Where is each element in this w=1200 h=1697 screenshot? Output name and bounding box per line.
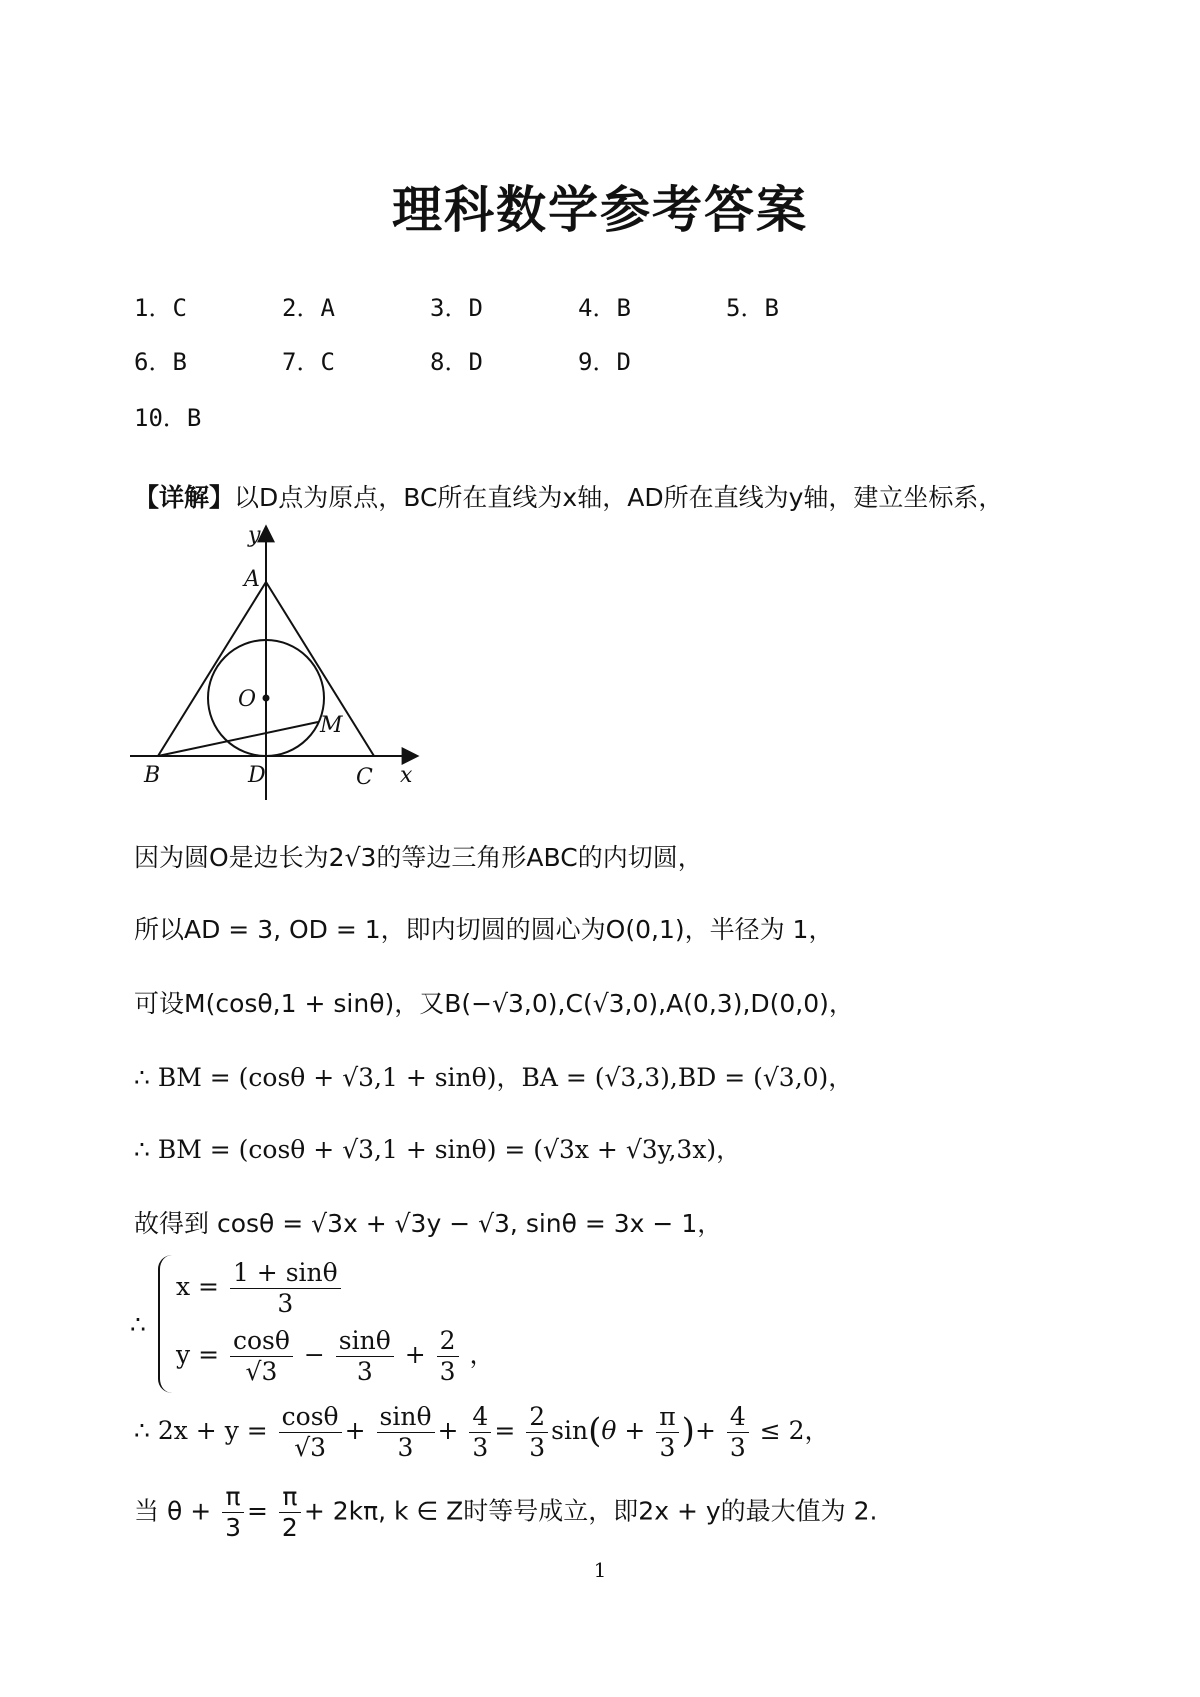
sys-y-plus: + xyxy=(404,1340,426,1369)
label-m: M xyxy=(320,713,343,738)
l8-frac-pi: $\frac{\pi}{3}$ xyxy=(656,1402,678,1463)
system-x-row xyxy=(176,1258,344,1319)
system-brace xyxy=(158,1255,174,1393)
segment-bm xyxy=(158,722,318,756)
line-set-m: 可设M(cosθ,1 + sinθ)，又B(−√3,0),C(√3,0),A(0,3),D(0,0)， xyxy=(134,989,854,1018)
l8-frac5: $\frac{4}{3}$ xyxy=(727,1402,749,1463)
answer-5: 5．B xyxy=(726,294,779,322)
detail-text: 以D点为原点，BC所在直线为x轴，AD所在直线为y轴，建立坐标系， xyxy=(234,483,1004,512)
answer-2: 2．A xyxy=(282,294,335,322)
line-equality-condition xyxy=(134,1482,877,1543)
line-2x-plus-y: ∴ 2x + y = $\frac{\cos\theta}{√3}$ + $\frac{\sin\theta}{3}$ + $\frac{4}{3}$ = $\frac{2}{3}$ sin(θ + $\frac{\pi}{3}$ )+ $\frac{4}{3}$ ≤ 2， xyxy=(134,1402,830,1462)
answer-8: 8．D xyxy=(430,348,483,376)
line-get-cos-sin: 故得到 cosθ = √3x + √3y − √3, sinθ = 3x − 1， xyxy=(134,1209,723,1238)
l8-frac1: $\frac{\cos\theta}{√3}$ xyxy=(279,1402,342,1463)
answer-3: 3．D xyxy=(430,294,483,322)
label-o: O xyxy=(238,687,257,712)
l8-end: ≤ 2， xyxy=(759,1416,830,1445)
answer-6: 6．B xyxy=(134,348,187,376)
document-title: 理科数学参考答案 xyxy=(392,181,808,239)
line-ad-od: 所以AD = 3, OD = 1，即内切圆的圆心为O(0,1)，半径为 1， xyxy=(134,915,834,944)
l8-frac3: $\frac{4}{3}$ xyxy=(469,1402,491,1463)
answer-10: 10．B xyxy=(134,404,202,432)
l8-lhs: ∴ 2x + y = xyxy=(134,1416,268,1445)
answer-4: 4．B xyxy=(578,294,631,322)
page-number: 1 xyxy=(593,1558,607,1582)
triangle-incircle-figure xyxy=(124,520,424,800)
sys-y-frac3: $\frac{2}{3}$ xyxy=(437,1326,459,1387)
label-x: x xyxy=(400,763,413,788)
label-c: C xyxy=(356,765,373,790)
label-a: A xyxy=(244,567,260,592)
answer-1: 1．C xyxy=(134,294,187,322)
center-point-o xyxy=(263,695,270,702)
l9-frac2: $\frac{\pi}{2}$ xyxy=(279,1482,301,1543)
sys-x-frac: $\frac{1 + \sin\theta}{3}$ xyxy=(230,1258,341,1319)
l8-frac4: $\frac{2}{3}$ xyxy=(526,1402,548,1463)
l9-start: 当 θ + xyxy=(134,1496,212,1526)
sys-y-comma: ， xyxy=(469,1340,495,1369)
l9-eq: = xyxy=(247,1496,268,1526)
system-y-row xyxy=(176,1326,495,1387)
answer-9: 9．D xyxy=(578,348,631,376)
therefore-sign: ∴ xyxy=(130,1310,146,1339)
sys-y-frac2: $\frac{\sin\theta}{3}$ xyxy=(336,1326,394,1387)
line-bm-expand: ∴ BM = (cosθ + √3,1 + sinθ) = (√3x + √3y,3x)， xyxy=(134,1135,742,1164)
l8-theta: θ + xyxy=(601,1416,646,1445)
label-y: y xyxy=(248,523,261,548)
line-incircle: 因为圆O是边长为2√3的等边三角形ABC的内切圆， xyxy=(134,843,703,872)
sys-y-lhs: y = xyxy=(176,1340,220,1369)
l8-frac2: $\frac{\sin\theta}{3}$ xyxy=(377,1402,435,1463)
sys-x-lhs: x = xyxy=(176,1272,219,1301)
detail-paragraph xyxy=(134,478,1003,514)
answer-7: 7．C xyxy=(282,348,335,376)
line-vectors: ∴ BM = (cosθ + √3,1 + sinθ)，BA = (√3,3),BD = (√3,0)， xyxy=(134,1063,854,1092)
l8-sin: sin xyxy=(551,1416,589,1445)
l9-end: + 2kπ, k ∈ Z时等号成立，即2x + y的最大值为 2. xyxy=(303,1496,878,1526)
sys-y-minus: − xyxy=(303,1340,325,1369)
detail-label: 【详解】 xyxy=(134,483,235,512)
sys-y-frac1: $\frac{\cos\theta}{√3}$ xyxy=(230,1326,293,1387)
l9-frac1: $\frac{\pi}{3}$ xyxy=(222,1482,244,1543)
label-d: D xyxy=(248,763,266,788)
label-b: B xyxy=(144,763,161,788)
